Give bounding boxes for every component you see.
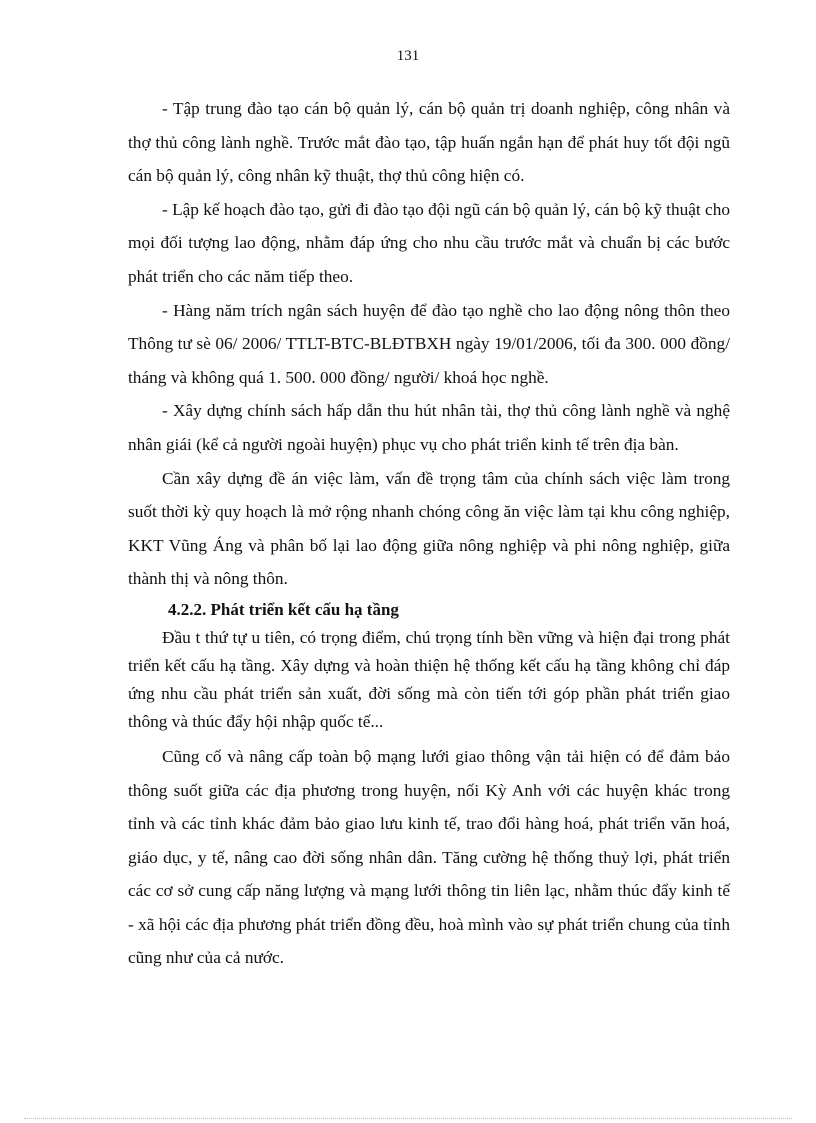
paragraph-vocational-budget: - Hàng năm trích ngân sách huyện để đào tạo nghề cho lao động nông thôn theo Thông tư sè 06/ 2006/ TTLT-BTC-BLĐTBXH ngày 19/01/2006, tối đa 300. 000 đồng/ tháng và không quá 1. 500. 000 đồng/ người/ khoá học nghề. <box>128 300 730 387</box>
paragraph-employment-project: Cần xây dựng đề án việc làm, vấn đề trọng tâm của chính sách việc làm trong suốt thời kỳ quy hoạch là mở rộng nhanh chóng công ăn việc làm tại khu công nghiệp, KKT Vũng Áng và phân bố lại lao động giữa nông nghiệp và phi nông nghiệp, giữa thành thị và nông thôn. <box>128 468 730 589</box>
page-bottom-divider <box>24 1118 792 1119</box>
page-number: 131 <box>396 48 420 64</box>
document-body <box>128 92 730 975</box>
paragraph-infrastructure-investment: Đầu t thứ tự u tiên, có trọng điểm, chú trọng tính bền vững và hiện đại trong phát triển kết cấu hạ tầng. Xây dựng và hoàn thiện hệ thống kết cấu hạ tầng không chỉ đáp ứng nhu cầu phát triển sản xuất, đời sống mà còn tiến tới góp phần phát triển giao thông và thúc đẩy hội nhập quốc tế... <box>128 627 730 731</box>
section-heading: 4.2.2. Phát triển kết cấu hạ tầng <box>168 599 399 619</box>
paragraph-talent-policy: - Xây dựng chính sách hấp dẫn thu hút nhân tài, thợ thủ công lành nghề và nghệ nhân giái (kể cả người ngoài huyện) phục vụ cho phát triển kinh tế trên địa bàn. <box>128 401 730 454</box>
paragraph-transport-network: Cũng cố và nâng cấp toàn bộ mạng lưới giao thông vận tải hiện có để đảm bảo thông suốt giữa các địa phương trong huyện, nối Kỳ Anh với các huyện khác trong tỉnh và các tỉnh khác đảm bảo giao lưu kinh tế, trao đổi hàng hoá, phát triển văn hoá, giáo dục, y tế, nâng cao đời sống nhân dân. Tăng cường hệ thống thuỷ lợi, phát triển các cơ sở cung cấp năng lượng và mạng lưới thông tin liên lạc, nhằm thúc đẩy kinh tế - xã hội các địa phương phát triển đồng đều, hoà mình vào sự phát triển chung của tỉnh cũng như của cả nước. <box>128 746 730 968</box>
paragraph-training-managers: - Tập trung đào tạo cán bộ quản lý, cán bộ quản trị doanh nghiệp, công nhân và thợ thủ công lành nghề. Trước mắt đào tạo, tập huấn ngắn hạn để phát huy tốt đội ngũ cán bộ quản lý, công nhân kỹ thuật, thợ thủ công hiện có. <box>128 99 730 186</box>
paragraph-training-plan: - Lập kế hoạch đào tạo, gửi đi đào tạo đội ngũ cán bộ quản lý, cán bộ kỹ thuật cho mọi đối tượng lao động, nhằm đáp ứng cho nhu cầu trước mắt và chuẩn bị các bước phát triển cho các năm tiếp theo. <box>128 199 730 286</box>
